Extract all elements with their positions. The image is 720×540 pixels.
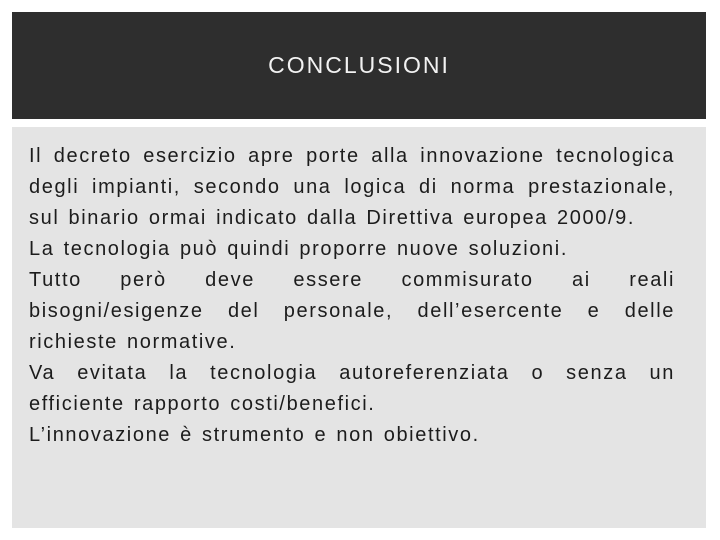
paragraph-autoreferenziata: Va evitata la tecnologia autoreferenziata o senza un efficiente rapporto costi/benefici. xyxy=(29,362,675,415)
header-bar xyxy=(12,12,706,119)
paragraph-decreto: Il decreto esercizio apre porte alla innovazione tecnologica degli impianti, secondo una logica di norma prestazionale, sul binario ormai indicato dalla Direttiva europea 2000/9. xyxy=(29,145,675,229)
slide-title: CONCLUSIONI xyxy=(268,52,450,78)
paragraph-innovazione: L’innovazione è strumento e non obiettivo. xyxy=(29,424,480,446)
slide-content xyxy=(29,141,675,451)
paragraph-tecnologia: La tecnologia può quindi proporre nuove soluzioni. xyxy=(29,238,568,260)
paragraph-commisurato: Tutto però deve essere commisurato ai reali bisogni/esigenze del personale, dell’esercente e delle richieste normative. xyxy=(29,269,675,353)
